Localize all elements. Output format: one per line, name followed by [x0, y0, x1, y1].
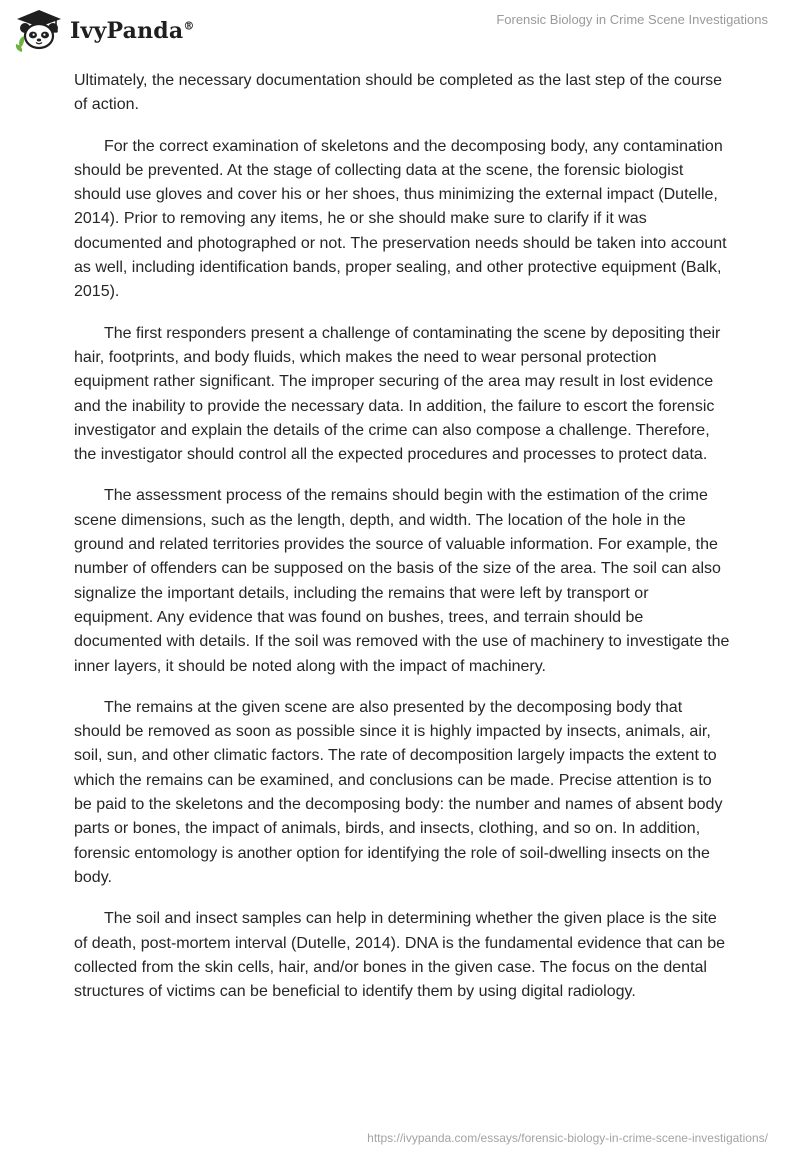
ivypanda-logo[interactable] [14, 8, 195, 54]
page-header [0, 0, 800, 64]
paragraph: The first responders present a challenge of contaminating the scene by depositing their hair, footprints, and body fluids, which makes the need to wear personal protection equipment rather significant. The improper securing of the area may result in lost evidence and the inability to provide the necessary data. In addition, the failure to escort the forensic investigator and explain the details of the crime can also compose a challenge. Therefore, the investigator should control all the expected procedures and processes to protect data. [74, 324, 721, 464]
paragraph: Ultimately, the necessary documentation should be completed as the last step of the course of action. [74, 72, 723, 114]
running-title: Forensic Biology in Crime Scene Investigations [496, 12, 768, 27]
paragraph: For the correct examination of skeletons and the decomposing body, any contamination should be prevented. At the stage of collecting data at the scene, the forensic biologist should use gloves and cover his or her shoes, thus minimizing the external impact (Dutelle, 2014). Prior to removing any items, he or she should make sure to clarify if it was documented and photographed or not. The preservation needs should be taken into account as well, including identification bands, proper sealing, and other protective equipment (Balk, 2015). [74, 137, 727, 301]
logo-name: IvyPanda [70, 18, 184, 44]
essay-body [74, 69, 730, 1021]
panda-graduate-icon [14, 8, 64, 54]
logo-wordmark [70, 18, 195, 44]
registered-mark: ® [183, 19, 195, 33]
paragraph: The remains at the given scene are also presented by the decomposing body that should be removed as soon as possible since it is highly impacted by insects, animals, air, soil, sun, and other climatic factors. The rate of decomposition largely impacts the extent to which the remains can be examined, and conclusions can be made. Precise attention is to be paid to the skeletons and the decomposing body: the number and names of absent body parts or bones, the impact of animals, birds, and insects, clothing, and so on. In addition, forensic entomology is another option for identifying the role of soil-dwelling insects on the body. [74, 698, 723, 886]
paragraph: The assessment process of the remains should begin with the estimation of the crime scene dimensions, such as the length, depth, and width. The location of the hole in the ground and related territories provides the source of valuable information. For example, the number of offenders can be supposed on the basis of the size of the area. The soil can also signalize the important details, including the remains that were left by transport or equipment. Any evidence that was found on bushes, trees, and terrain should be documented with details. If the soil was removed with the use of machinery to investigate the inner layers, it should be noted along with the impact of machinery. [74, 487, 730, 675]
source-url[interactable]: https://ivypanda.com/essays/forensic-biology-in-crime-scene-investigations/ [367, 1131, 768, 1145]
paragraph: The soil and insect samples can help in determining whether the given place is the site of death, post-mortem interval (Dutelle, 2014). DNA is the fundamental evidence that can be collected from the skin cells, hair, and/or bones in the given case. The focus on the dental structures of victims can be beneficial to identify them by using digital radiology. [74, 910, 726, 1001]
